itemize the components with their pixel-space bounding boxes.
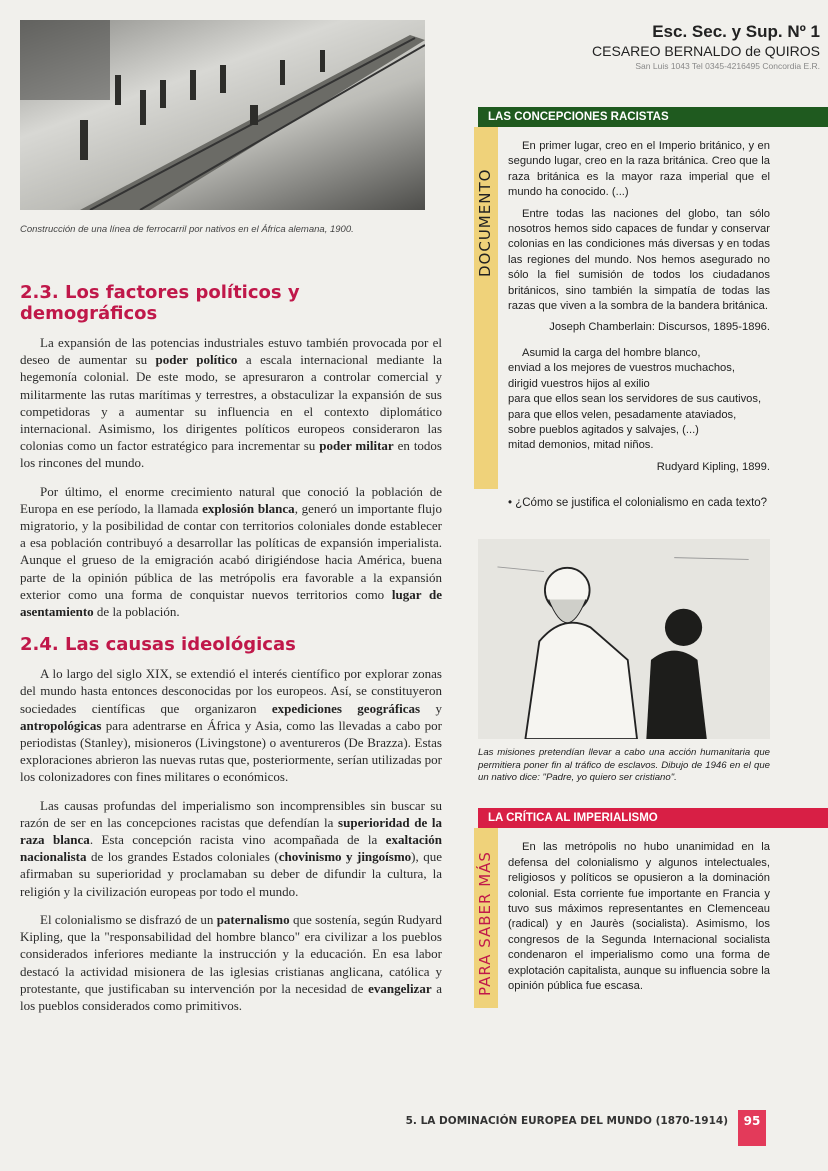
text-run: para adentrarse en África y Asia, como las llevadas a cabo por periodistas (Stanley), misioneros (Livingstone) o aventureros (De Brazza). Estas exploraciones abrieron las nuevas rutas que, posteriormente, serían utilizadas por los colonizadores con fines militares o económicos. bbox=[20, 717, 442, 785]
section-heading: 2.4. Las causas ideológicas bbox=[20, 634, 296, 656]
text-run: y bbox=[420, 700, 443, 716]
critique-paragraph: En las metrópolis no hubo unanimidad en la defensa del colonialismo y algunos intelectuales, religiosos y políticos se opusieron a la dominación colonial. Esta corriente fue importante en Francia y tuvo sus máximos representantes en Clemenceau (radical) y en Jaurès (socialista). Asimismo, los congresos de la Segunda Internacional socialista condenaron el imperialismo como una forma de explotación capitalista, aunque su influencia sobre la opinión pública fue escasa. bbox=[508, 841, 770, 992]
quote-paragraph: Entre todas las naciones del globo, tan sólo nosotros hemos sido capaces de fundar y conservar colonias en las condiciones más diversas y en todas las regiones del mundo. Nos hemos asegurado no sólo la fiel sumisión de todos los ciudadanos británicos, sino también la simpatía de todas las razas que viven a la sombra de la bandera británica. bbox=[508, 207, 770, 313]
body-paragraph bbox=[20, 665, 442, 785]
body-paragraph bbox=[20, 911, 442, 1014]
text-run: en todos los rincones del mundo. bbox=[20, 438, 442, 471]
sidebar-column bbox=[474, 107, 828, 1008]
document-side-label: DOCUMENTO bbox=[476, 168, 494, 277]
stamp-line: San Luis 1043 Tel 0345-4216495 Concordia E.R. bbox=[635, 61, 820, 71]
missionary-illustration bbox=[478, 539, 770, 739]
bold-term: antropológicas bbox=[20, 717, 102, 733]
critique-box-body bbox=[508, 840, 770, 994]
bold-term: lugar de asentamiento bbox=[20, 586, 442, 620]
photo-caption: Construcción de una línea de ferrocarril por nativos en el África alemana, 1900. bbox=[20, 224, 354, 235]
text-run: El colonialismo se disfrazó de un bbox=[40, 911, 217, 927]
text-run: a los pueblos considerados como primitivos. bbox=[20, 980, 442, 1013]
section-political-demographic bbox=[20, 282, 442, 620]
text-run: ), que afirmaban su superioridad y proclamaban su deber de difundir la cultura, la religión y la civilización europeas por todo el mundo. bbox=[20, 849, 443, 899]
stamp-line: CESAREO BERNALDO de QUIROS bbox=[592, 43, 820, 59]
bold-term: paternalismo bbox=[216, 911, 290, 927]
school-stamp bbox=[520, 22, 820, 71]
quote-attribution: Joseph Chamberlain: Discursos, 1895-1896. bbox=[549, 321, 770, 334]
section-body bbox=[20, 665, 442, 1014]
text-run: a escala internacional mediante la hegemonía colonial. De este modo, se apresuraron a controlar comercial y militarmente las rutas marítimas y terrestres, a obstaculizar la expansión de sus competidoras y a aumentar su influencia en el contexto diplomático internacional. Asimismo, los dirigentes políticos europeos consideraron las colonias como un factor estratégico para incrementar su bbox=[20, 352, 443, 454]
chapter-footer-title: 5. LA DOMINACIÓN EUROPEA DEL MUNDO (1870-1914) bbox=[405, 1115, 728, 1127]
section-ideological-causes bbox=[20, 634, 442, 1014]
section-body bbox=[20, 334, 442, 620]
document-box bbox=[474, 107, 828, 509]
main-text-column bbox=[20, 282, 442, 1025]
text-run: Las causas profundas del imperialismo son incomprensibles sin buscar su razón de ser en las concepciones racistas que defendían la bbox=[20, 797, 442, 830]
poem-line: para que ellos velen, pesadamente ataviados, bbox=[508, 408, 737, 421]
poem-line: para que ellos sean los servidores de sus cautivos, bbox=[508, 393, 762, 406]
poem-line: mitad demonios, mitad niños. bbox=[508, 439, 654, 452]
railway-photo-illustration bbox=[20, 20, 425, 210]
poem-attribution: Rudyard Kipling, 1899. bbox=[656, 460, 770, 473]
page-number: 95 bbox=[738, 1110, 766, 1146]
bold-term: expediciones geográficas bbox=[271, 700, 421, 716]
document-box-body bbox=[508, 139, 770, 475]
critique-side-label: PARA SABER MÁS bbox=[476, 851, 494, 997]
section-heading: 2.3. Los factores políticos y demográficos bbox=[20, 282, 300, 324]
poem-line: enviad a los mejores de vuestros muchachos, bbox=[508, 362, 735, 375]
text-run: . Esta concepción racista vino acompañada de la bbox=[89, 832, 386, 848]
bold-term: explosión blanca bbox=[202, 500, 295, 516]
text-run: de la población. bbox=[93, 604, 180, 620]
bold-term: evangelizar bbox=[368, 980, 432, 996]
text-run: que sostenía, según Rudyard Kipling, que la "responsabilidad del hombre blanco" era civilizar a los pueblos considerados inferiores mediante la instrucción y la educación. En esa labor destacó la actividad misionera de las iglesias cristianas anglicana, católica y protestante, que justificaban su intervención por la necesidad de bbox=[20, 911, 442, 996]
text-run: A lo largo del siglo XIX, se extendió el interés científico por explorar zonas del mundo hasta entonces desconocidas por los europeos. Así, se constituyeron sociedades científicas que organizaron bbox=[20, 666, 442, 716]
missionary-drawing bbox=[478, 539, 770, 739]
body-paragraph bbox=[20, 483, 442, 621]
critique-box bbox=[474, 808, 828, 1008]
quote-paragraph: En primer lugar, creo en el Imperio británico, y en segundo lugar, creo en la raza británica. Creo que la raza británica es la mayor raza imperial que el mundo ha conocido. (...) bbox=[508, 140, 770, 199]
text-run: Por último, el enorme crecimiento natural que conoció la población de Europa en ese período, la llamada bbox=[20, 483, 442, 516]
text-run: de los grandes Estados coloniales ( bbox=[86, 849, 279, 865]
kipling-poem bbox=[508, 346, 770, 454]
bold-term: poder político bbox=[155, 352, 238, 368]
text-run: , generó un importante flujo migratorio, y la posibilidad de contar con territorios coloniales donde establecer a esa población contribuyó a desarrollar las políticas de expansión imperialista. Aunque el grueso de la emigración acabó dirigiéndose hacia América, buena parte de la opinión pública de las metrópolis era favorable a la expansión exterior como una forma de conquistar nuevos territorios como bbox=[20, 500, 442, 602]
text-run: La expansión de las potencias industriales estuvo también provocada por el deseo de aumentar su bbox=[20, 335, 442, 368]
drawing-caption: Las misiones pretendían llevar a cabo una acción humanitaria que permitiera poner fin al tráfico de esclavos. Dibujo de 1946 en el que un nativo dice: "Padre, yo quiero ser cristiano". bbox=[478, 747, 770, 783]
stamp-line: Esc. Sec. y Sup. Nº 1 bbox=[652, 22, 820, 41]
activity-question: • ¿Cómo se justifica el colonialismo en cada texto? bbox=[508, 497, 768, 510]
poem-line: sobre pueblos agitados y salvajes, (...) bbox=[508, 423, 699, 436]
bold-term: superioridad de la raza blanca bbox=[20, 814, 442, 848]
document-box-title: LAS CONCEPCIONES RACISTAS bbox=[478, 107, 828, 127]
poem-line: dirigid vuestros hijos al exilio bbox=[508, 377, 650, 390]
body-paragraph bbox=[20, 797, 442, 900]
bold-term: chovinismo y jingoísmo bbox=[278, 849, 412, 865]
bold-term: poder militar bbox=[319, 438, 394, 454]
body-paragraph bbox=[20, 334, 442, 472]
critique-box-title: LA CRÍTICA AL IMPERIALISMO bbox=[478, 808, 828, 828]
bold-term: exaltación nacionalista bbox=[20, 832, 442, 865]
railway-construction-photo bbox=[20, 20, 425, 210]
poem-line: Asumid la carga del hombre blanco, bbox=[522, 346, 701, 359]
